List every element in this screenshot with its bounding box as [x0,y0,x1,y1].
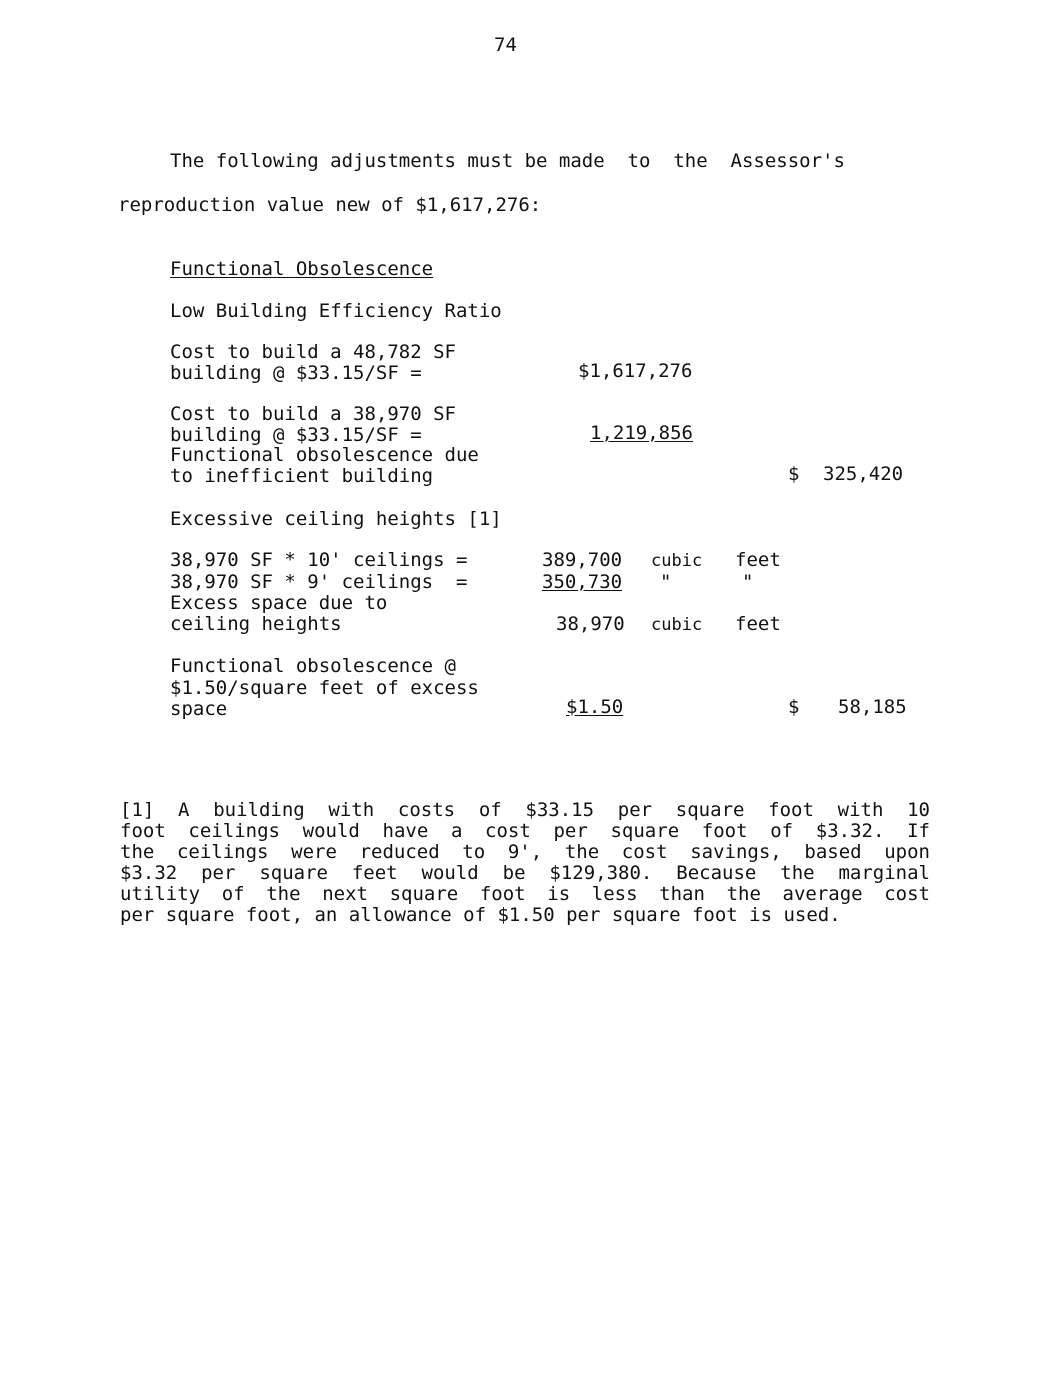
functional-obsolescence-total: 325,420 [823,463,904,485]
ceiling-fo-line-3: space [170,698,228,720]
excess-unit2: feet [735,613,781,635]
ceiling-row2-value: 350,730 [542,571,623,593]
ceiling-row2-ditto1: " [660,571,672,593]
ceiling-fo-total: 58,185 [838,696,907,718]
footnote-line: [1] A building with costs of $33.15 per square foot with 10 [120,799,930,821]
excess-value: 38,970 [556,613,625,635]
subheading-low-efficiency: Low Building Efficiency Ratio [170,300,502,322]
footnote-line: $3.32 per square feet would be $129,380. Because the marginal [120,862,930,884]
cost2-value: 1,219,856 [590,422,693,444]
cost1-line-2: building @ $33.15/SF = [170,362,422,384]
footnote [120,800,930,926]
cost1-value: $1,617,276 [578,360,693,382]
functional-obsolescence-dollar: $ [788,463,800,485]
functional-obsolescence-line-1: Functional obsolescence due [170,444,479,466]
footnote-line: utility of the next square foot is less than the average cost [120,883,930,905]
footnote-line: per square foot, an allowance of $1.50 per square foot is used. [120,904,841,926]
ceiling-row2-label: 38,970 SF * 9' ceilings = [170,571,468,593]
functional-obsolescence-line-2: to inefficient building [170,465,434,487]
ceiling-row1-label: 38,970 SF * 10' ceilings = [170,549,468,571]
excess-line-1: Excess space due to [170,592,388,614]
footnote-line: the ceilings were reduced to 9', the cost savings, based upon [120,841,930,863]
cost1-line-1: Cost to build a 48,782 SF [170,341,456,363]
intro-line-1: The following adjustments must be made to the Assessor's [170,150,845,172]
ceiling-row1-unit2: feet [735,549,781,571]
excess-unit1: cubic [651,615,703,635]
ceiling-fo-line-2: $1.50/square feet of excess [170,677,479,699]
ceiling-fo-rate: $1.50 [566,696,624,718]
subheading-ceiling-heights: Excessive ceiling heights [1] [170,508,502,530]
ceiling-row2-ditto2: " [742,571,754,593]
cost2-line-1: Cost to build a 38,970 SF [170,403,456,425]
footnote-line: foot ceilings would have a cost per square foot of $3.32. If [120,820,930,842]
ceiling-fo-dollar: $ [788,696,800,718]
section-heading-functional-obsolescence: Functional Obsolescence [170,258,434,280]
ceiling-row1-value: 389,700 [542,549,623,571]
ceiling-row1-unit1: cubic [651,551,703,571]
excess-line-2: ceiling heights [170,613,342,635]
cost2-line-2: building @ $33.15/SF = [170,424,422,446]
page-number: 74 [494,34,517,56]
ceiling-fo-line-1: Functional obsolescence @ [170,655,456,677]
intro-line-2: reproduction value new of $1,617,276: [118,194,542,216]
